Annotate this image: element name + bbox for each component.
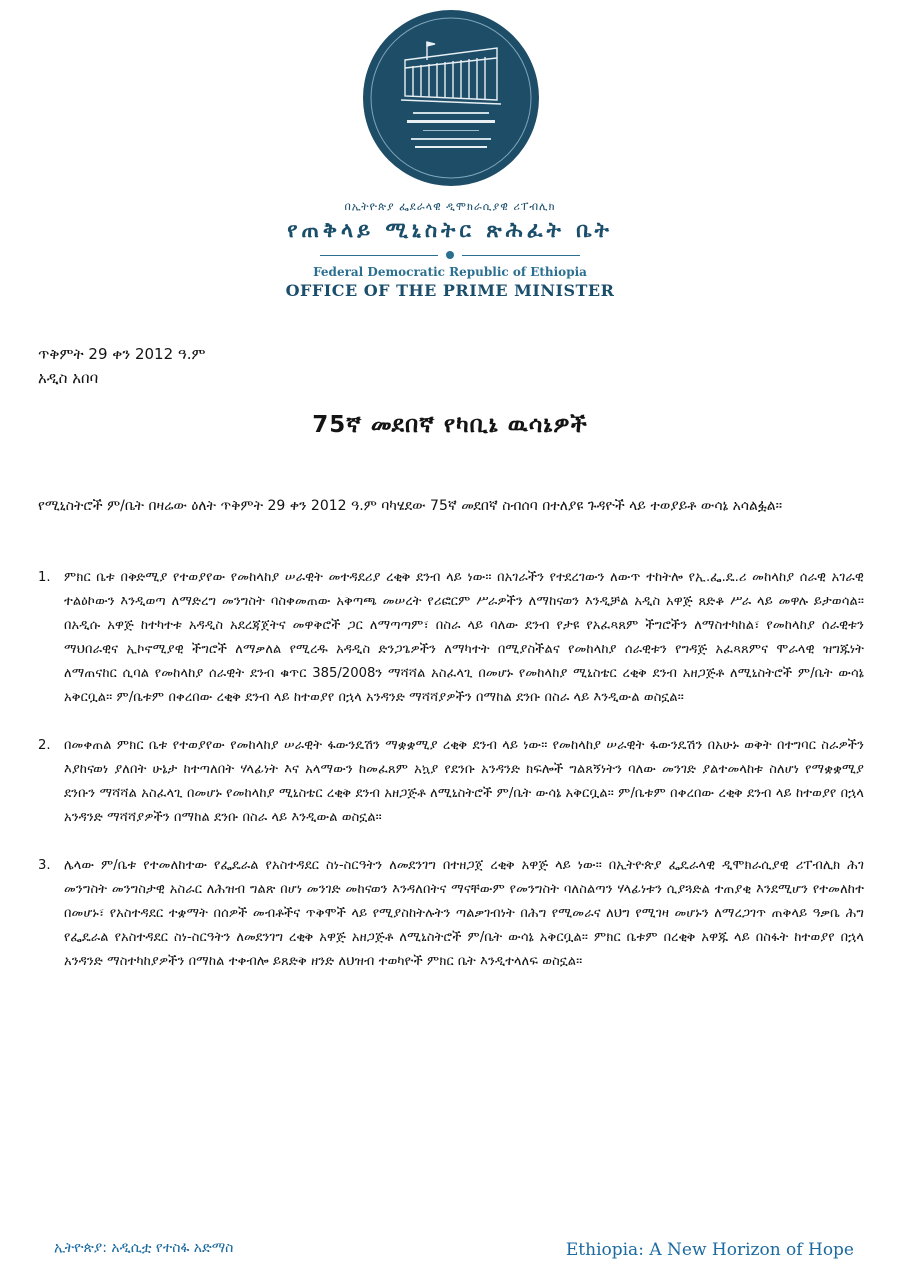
pmo-building-seal-icon <box>361 8 541 188</box>
letterhead-divider <box>320 249 580 263</box>
footer-slogan-amharic: ኢትዮጵያ: አዲሲቷ የተስፋ አድማስ <box>54 1240 234 1256</box>
decision-number: 2. <box>38 738 51 753</box>
decision-item <box>38 566 864 710</box>
pmo-seal-logo <box>361 8 541 188</box>
release-date: ጥቅምት 29 ቀን 2012 ዓ.ም <box>38 345 206 363</box>
letterhead-republic-amharic: በኢትዮጵያ ፌደራላዊ ዲሞክራሲያዊ ሪፐብሊክ <box>344 200 556 213</box>
decision-number: 3. <box>38 858 51 873</box>
letterhead-office-amharic: የጠቅላይ ሚኒስትር ጽሕፈት ቤት <box>287 218 613 242</box>
footer-slogan-english: Ethiopia: A New Horizon of Hope <box>565 1240 854 1260</box>
decision-number: 1. <box>38 570 51 585</box>
decision-text: በመቀጠል ምክር ቤቱ የተወያየው የመከላከያ ሠራዊት ፋውንዴሽን ማቋቋሚያ ረቂቅ ደንብ ላይ ነው። የመከላከያ ሠራዊት ፋውንዴሽን በአሁኑ ወቅት በተግባር ስራዎችን እያከናወነ ያለበት ሁኔታ ከተጣለበት ሃላፊነት እና አላማውን ከመፈጸም አኳያ የደንቡ አንዳንድ ክፍሎች ግልጸኝነትን ባለው መንገድ ያልተመላከቱ ስለሆነ የማቋቋሚያ ደንቡን ማሻሻል አስፈላጊ በመሆኑ የመከላከያ ሚኒስቴር ረቂቅ ደንብ አዘጋጅቶ ለሚኒስትሮች ም/ቤት ውሳኔ አቅርቧል። ም/ቤቱም በቀረበው ረቂቅ ደንብ ላይ ከተወያየ በኋላ አንዳንድ ማሻሻያዎችን በማከል ደንቡ በስራ ላይ እንዲውል ወስኗል። <box>64 738 864 825</box>
document-title: 75ኛ መደበኛ የካቢኔ ዉሳኔዎች <box>312 412 588 438</box>
decisions-list <box>38 566 864 998</box>
letterhead <box>0 200 900 300</box>
dateline <box>38 342 206 390</box>
decision-text: ሌላው ም/ቤቱ የተመለከተው የፌዴራል የአስተዳደር ስነ-ስርዓትን ለመደንገግ በተዘጋጀ ረቂቅ አዋጅ ላይ ነው። በኢትዮጵያ ፌዴራላዊ ዲሞክራሲያዊ ሪፐብሊክ ሕገ መንግስት መንግስታዊ አስራር ለሕዝብ ግልጽ በሆነ መንገድ መከናወን እንዳለበትና ማናቸውም የመንግስት ባለስልጣን ሃላፊነቱን ሲያጓድል ተጠያቂ እንደሚሆን የተመለከተ በመሆኑ፣ የአስተዳደር ተቋማት በሰዎች መብቶችና ጥቅሞች ላይ የሚያስከትሉትን ጣልቃገብነት በሕግ የሚመራና ለህግ የሚገዛ መሆኑን ለማረጋገጥ ጠቅላይ ዓቃቤ ሕግ የፌዴራል የአስተዳደር ስነ-ስርዓትን ለመደንገግ ረቂቅ አዋጅ አዘጋጅቶ ለሚኒስትሮች ም/ቤት ውሳኔ አቅርቧል። ምክር ቤቱም በረቂቅ አዋጁ ላይ በስፋት ከተወያየ በኋላ አንዳንድ ማስተካከያዎችን በማከል ተቀብሎ ይጸድቅ ዘንድ ለህዝብ ተወካዮች ምክር ቤት እንዲተላለፍ ወስኗል። <box>64 858 864 969</box>
release-place: አዲስ አበባ <box>38 369 99 387</box>
decision-text: ምክር ቤቱ በቅድሚያ የተወያየው የመከላከያ ሠራዊት መተዳደሪያ ረቂቅ ደንብ ላይ ነው። በአገራችን የተደረገውን ለውጥ ተከትሎ የኢ.ፌ.ዴ.ሪ መከላከያ ሰራዊ አገራዊ ተልዕኮውን እንዲወጣ ለማድረግ መንግስት ባስቀመጠው አቅጣጫ መሠረት የሪፎርም ሥራዎችን ለማከናወን እንዲቻል አዲስ አዋጅ ጸድቆ ሥራ ላይ መዋሉ ይታወሳል። በአዲሱ አዋጅ ከተካተቱ አዳዲስ አደረጃጀትና መዋቅሮች ጋር ለማጣጣም፣ በስራ ላይ ባለው ደንብ የታዩ የአፈጻጸም ችግሮችን ለማስተካከል፣ የመከላከያ ሰራዊቱን ማህበራዊና ኢኮኖሚያዊ ችግሮች ለማቃለል የሚረዱ አዳዲስ ድንጋጌዎችን ለማካተት በሚያስችልና የመከላከያ ሰራዊቱን የግዳጅ አፈጻጸምና ሞራላዊ ዝግጁነት ለማጠናከር ሲባል የመከላከያ ሰራዊት ደንብ ቁጥር 385/2008ን ማሻሻል አስፈላጊ በመሆኑ የመከላከያ ሚኒስቴር ረቂቅ ደንብ አዘጋጅቶ ለሚኒስትሮች ም/ቤት ውሳኔ አቅርቧል። ም/ቤቱም በቀረበው ረቂቅ ደንብ ላይ ከተወያየ በኋላ አንዳንድ ማሻሻያዎችን በማከል ደንቡ በስራ ላይ እንዲውል ወስኗል። <box>64 570 865 705</box>
decision-item <box>38 734 864 830</box>
letterhead-republic-english: Federal Democratic Republic of Ethiopia <box>313 265 587 279</box>
letterhead-office-english: OFFICE OF THE PRIME MINISTER <box>285 281 615 300</box>
intro-paragraph: የሚኒስትሮች ም/ቤት በዛሬው ዕለት ጥቅምት 29 ቀን 2012 ዓ.ም ባካሄደው 75ኛ መደበኛ ስብሰባ በተለያዩ ጉዳዮች ላይ ተወያይቶ ውሳኔ አሳልፏል። <box>38 498 783 514</box>
decision-item <box>38 854 864 974</box>
